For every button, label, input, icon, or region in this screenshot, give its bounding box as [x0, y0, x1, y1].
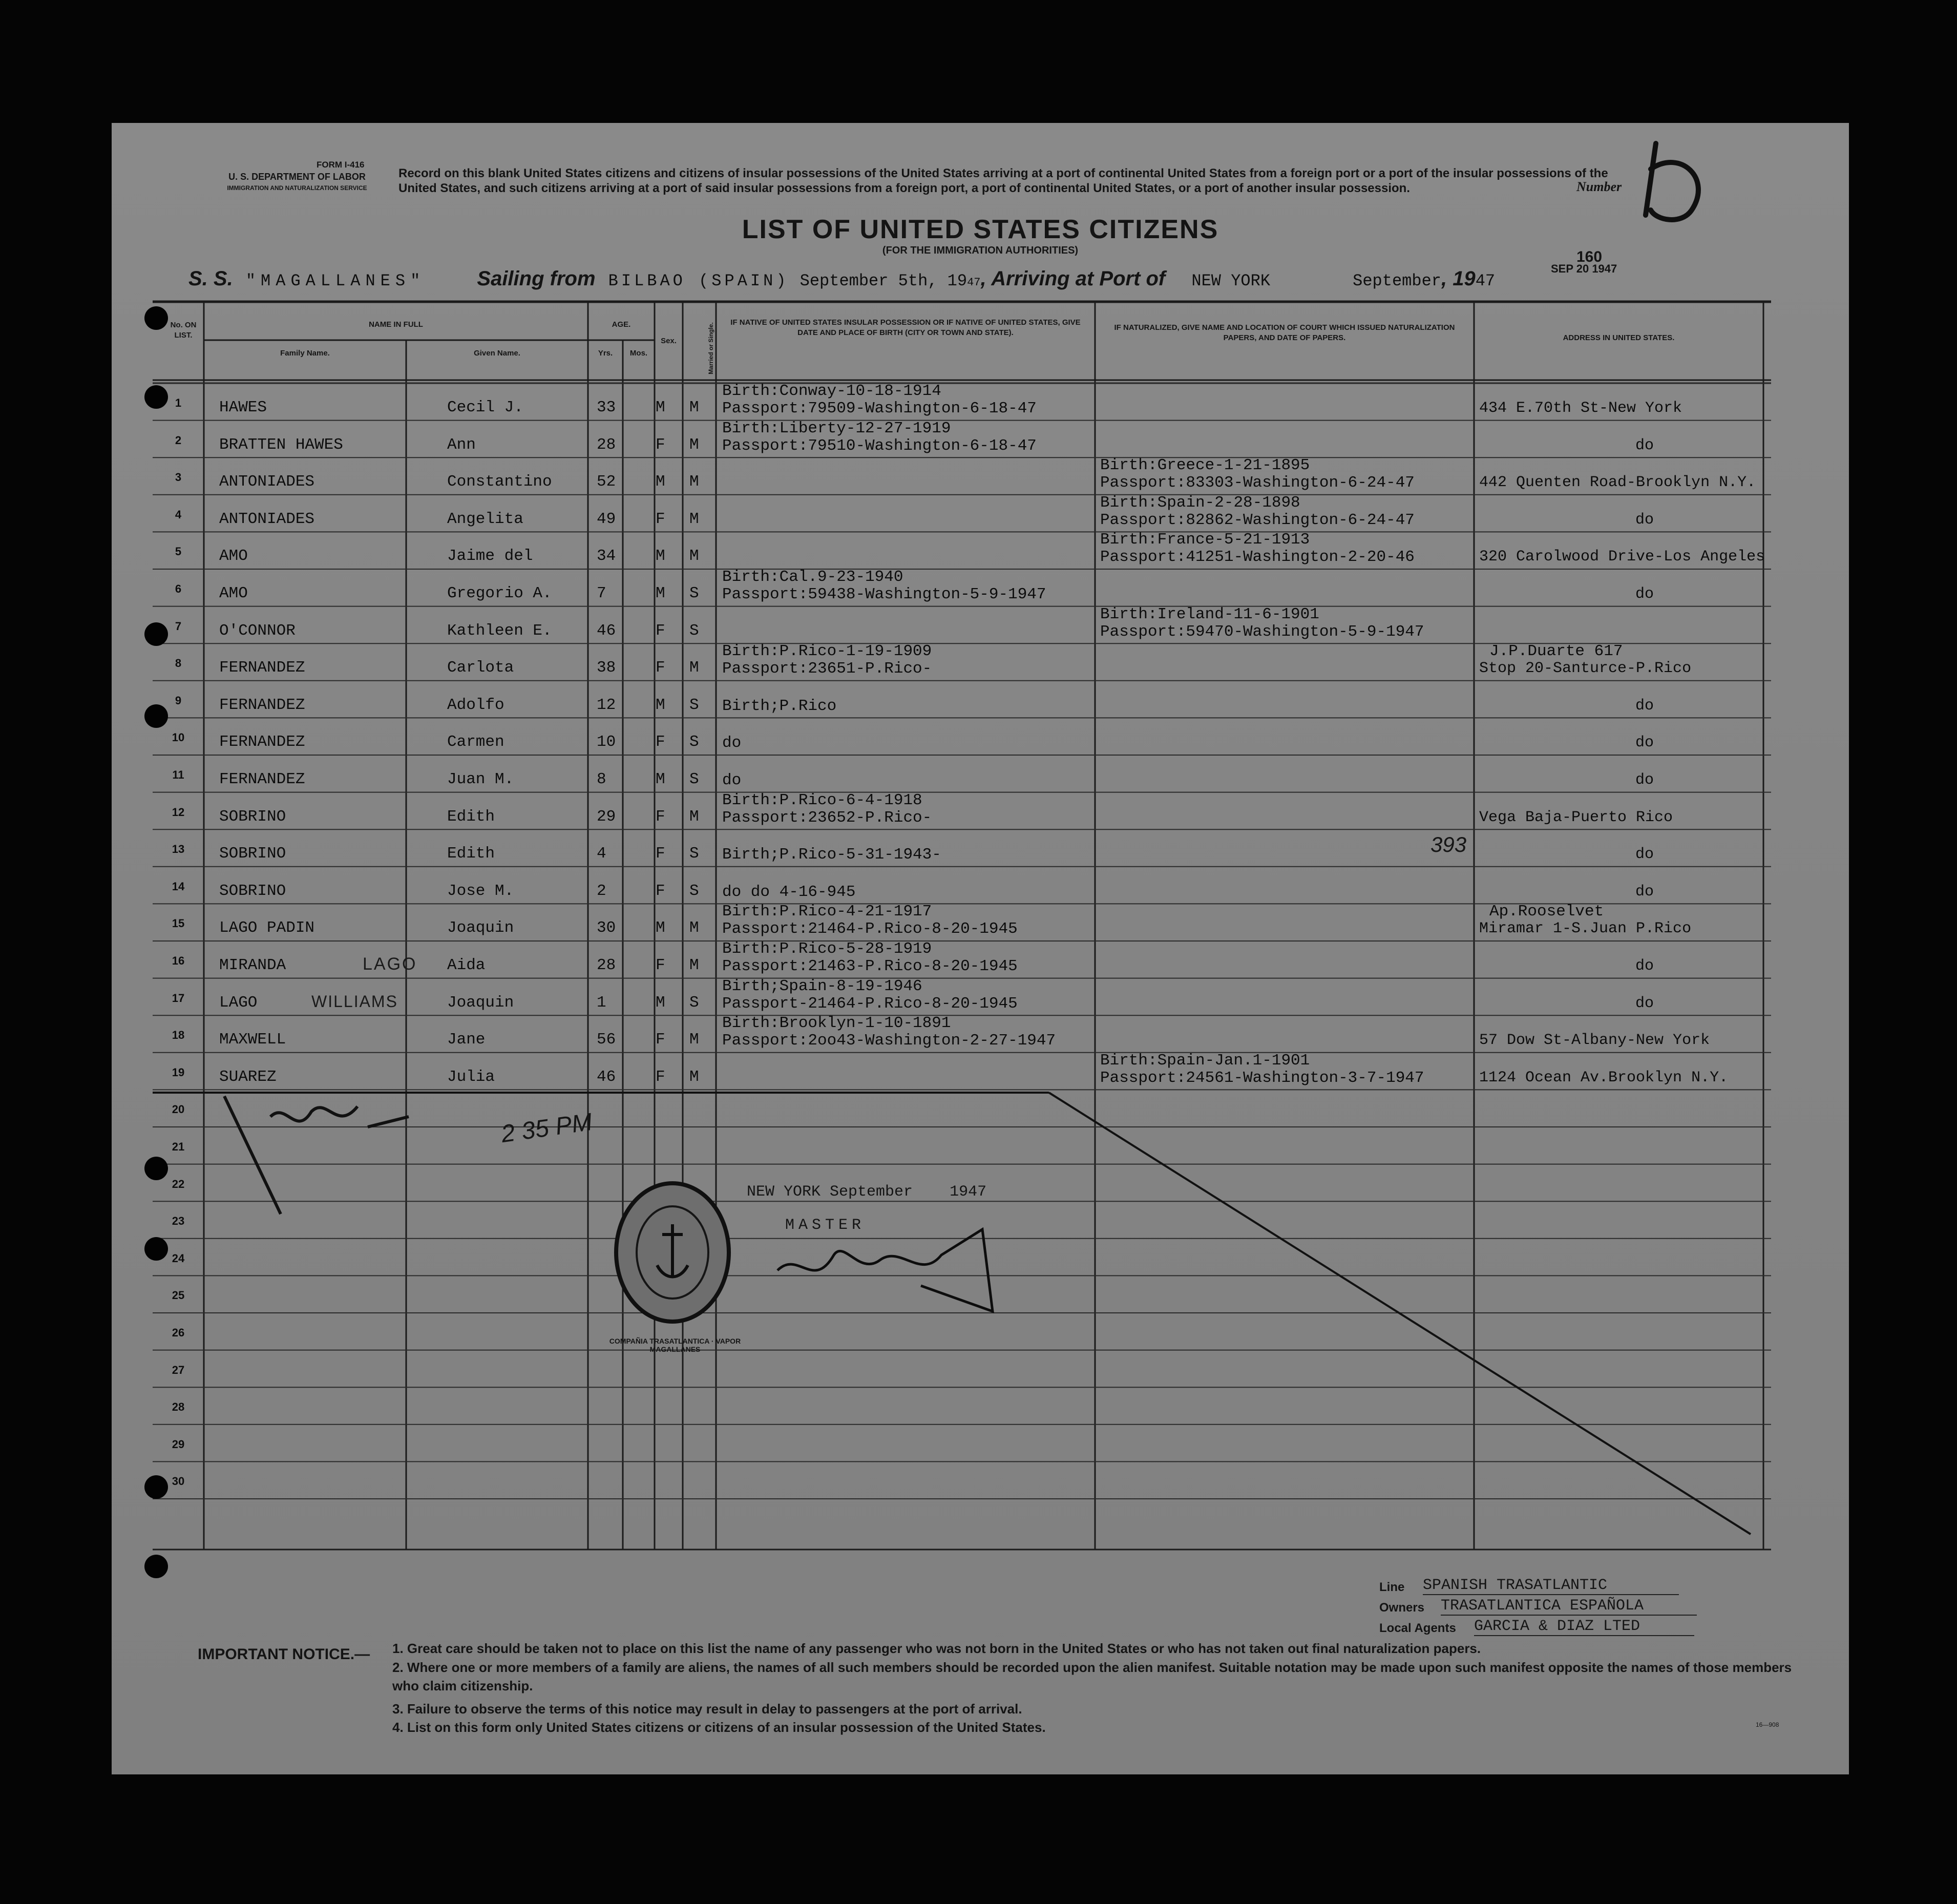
cell-addr2: do [1635, 957, 1654, 975]
cell-ms: S [689, 696, 699, 714]
cell-nat1: Birth:France-5-21-1913 [1100, 531, 1310, 549]
cell-yrs: 8 [597, 770, 606, 788]
col-header-no: No. ON LIST. [170, 321, 197, 340]
cell-sex: F [656, 1068, 665, 1086]
cell-addr2: 434 E.70th St-New York [1479, 400, 1682, 417]
cell-ms: M [689, 435, 699, 454]
from-port: BILBAO (SPAIN) [608, 271, 789, 290]
cell-sex: M [656, 696, 665, 714]
cell-yrs: 7 [597, 584, 606, 602]
cell-addr2: do [1635, 846, 1654, 864]
cell-yrs: 33 [597, 399, 616, 416]
cell-sex: F [656, 845, 665, 863]
cell-ms: M [689, 547, 699, 566]
cell-no: 1 [175, 396, 182, 409]
cell-yrs: 29 [597, 807, 616, 826]
handwritten-time-note [214, 1091, 521, 1219]
cell-addr2: do [1635, 883, 1654, 901]
cell-family: SOBRINO [219, 882, 286, 900]
cell-native2: Passport:23652-P.Rico- [722, 808, 932, 827]
notice-label: IMPORTANT NOTICE.— [198, 1646, 370, 1663]
cell-addr2: 442 Quenten Road-Brooklyn N.Y. [1479, 474, 1756, 492]
cell-native1: Birth;Spain-8-19-1946 [722, 977, 922, 995]
cell-native1: Birth:P.Rico-1-19-1909 [722, 642, 932, 661]
empty-row-number: 20 [172, 1103, 185, 1116]
footer-owners-label: Owners [1379, 1601, 1425, 1615]
cell-yrs: 28 [597, 435, 616, 454]
cell-nat2: Passport:83303-Washington-6-24-47 [1100, 474, 1415, 492]
cell-yrs: 4 [597, 845, 606, 863]
empty-row-number: 26 [172, 1326, 185, 1339]
cell-given: Aida [447, 956, 486, 974]
cell-yrs: 28 [597, 956, 616, 974]
cell-family: SOBRINO [219, 807, 286, 826]
empty-row-number: 27 [172, 1363, 185, 1376]
cell-yrs: 56 [597, 1031, 616, 1049]
punch-hole [144, 1475, 168, 1499]
cell-yrs: 49 [597, 510, 616, 528]
cell-given: Carlota [447, 659, 514, 677]
cell-sex: M [656, 399, 665, 416]
cell-native2: Passport:21463-P.Rico-8-20-1945 [722, 957, 1018, 975]
page-subtitle: (FOR THE IMMIGRATION AUTHORITIES) [882, 245, 1079, 256]
table-row [112, 681, 1849, 718]
footer-line-value: SPANISH TRASATLANTIC [1423, 1577, 1679, 1595]
handwritten-address-393: 393 [1430, 832, 1467, 856]
footer-line-label: Line [1379, 1580, 1405, 1594]
cell-no: 17 [172, 991, 185, 1005]
arriving-label: Arriving at Port of [991, 267, 1166, 290]
cell-family: FERNANDEZ [219, 696, 305, 714]
voyage-line: S. S. "MAGALLANES" Sailing from BILBAO (SPAIN) September 5th, 1947, Arriving at Port of NEW YORK September, 1947 [188, 267, 1496, 290]
cell-yrs: 1 [597, 993, 606, 1012]
cell-native2: Passport:79510-Washington-6-18-47 [722, 436, 1037, 455]
cell-native2: Birth;P.Rico [722, 697, 837, 715]
cell-ms: S [689, 584, 699, 602]
cell-native2: Passport:79509-Washington-6-18-47 [722, 400, 1037, 417]
cell-sex: F [656, 435, 665, 454]
col-header-age-group: AGE. [612, 320, 631, 329]
cell-family: FERNANDEZ [219, 733, 305, 751]
cell-family: SUAREZ [219, 1068, 277, 1086]
cell-yrs: 52 [597, 473, 616, 491]
cell-family: FERNANDEZ [219, 659, 305, 677]
cell-addr2: do [1635, 511, 1654, 529]
cell-sex: M [656, 473, 665, 491]
cell-sex: F [656, 510, 665, 528]
arrival-date: September [1353, 271, 1441, 290]
cell-yrs: 12 [597, 696, 616, 714]
cell-native1: Birth:P.Rico-4-21-1917 [722, 903, 932, 921]
cell-native2: Passport:21464-P.Rico-8-20-1945 [722, 920, 1018, 938]
cell-given: Jose M. [447, 882, 514, 900]
cell-addr1: Ap.Rooselvet [1489, 903, 1604, 921]
closing-place-date: NEW YORK September 1947 [747, 1183, 987, 1201]
cell-nat1: Birth:Greece-1-21-1895 [1100, 456, 1310, 475]
cell-no: 9 [175, 694, 182, 707]
master-label: MASTER [785, 1217, 866, 1234]
cell-family: AMO [219, 584, 248, 602]
cell-ms: M [689, 956, 699, 974]
page-title: LIST OF UNITED STATES CITIZENS [742, 215, 1219, 244]
table-row [112, 532, 1849, 569]
footer-owners-value: TRASATLANTICA ESPAÑOLA [1441, 1597, 1697, 1616]
col-header-family: Family Name. [280, 349, 330, 358]
receipt-stamp-number: 160 [1576, 248, 1603, 265]
cell-native1: Birth:Liberty-12-27-1919 [722, 419, 951, 437]
cell-ms: M [689, 659, 699, 677]
cell-family: ANTONIADES [219, 510, 315, 528]
cell-no: 7 [175, 619, 182, 633]
table-row [112, 829, 1849, 867]
cell-addr2: do [1635, 771, 1654, 789]
cell-addr2: Miramar 1-S.Juan P.Rico [1479, 920, 1692, 938]
empty-row-number: 21 [172, 1140, 185, 1153]
cell-no: 3 [175, 471, 182, 484]
ship-name: "MAGALLANES" [245, 271, 426, 290]
table-row [112, 755, 1849, 792]
sail-year: 47 [967, 276, 981, 289]
cell-given: Edith [447, 845, 495, 863]
department-name: U. S. DEPARTMENT OF LABOR [228, 172, 366, 182]
service-name: IMMIGRATION AND NATURALIZATION SERVICE [227, 184, 367, 192]
cell-ms: M [689, 510, 699, 528]
cell-ms: M [689, 1068, 699, 1086]
arrival-year-prefix: 19 [1453, 267, 1476, 290]
cell-sex: M [656, 547, 665, 566]
cell-family: MIRANDA [219, 956, 286, 974]
cell-ms: M [689, 399, 699, 416]
empty-row-number: 22 [172, 1177, 185, 1190]
arrival-year: 47 [1475, 271, 1496, 290]
table-row [112, 643, 1849, 681]
table-row [112, 495, 1849, 532]
table-row [112, 867, 1849, 904]
handwritten-williams: WILLIAMS [311, 992, 398, 1011]
cell-nat2: Passport:82862-Washington-6-24-47 [1100, 511, 1415, 529]
table-row [112, 1053, 1849, 1090]
cell-nat1: Birth:Spain-2-28-1898 [1100, 493, 1300, 512]
cell-sex: F [656, 733, 665, 751]
cell-given: Joaquin [447, 993, 514, 1012]
manifest-page [112, 123, 1849, 1774]
punch-hole [144, 1157, 168, 1180]
cell-no: 13 [172, 843, 185, 856]
cell-yrs: 46 [597, 1068, 616, 1086]
cell-no: 6 [175, 582, 182, 595]
table-row [112, 792, 1849, 830]
empty-row-number: 24 [172, 1251, 185, 1265]
cell-native2: do do 4-16-945 [722, 883, 856, 901]
cell-nat2: Passport:24561-Washington-3-7-1947 [1100, 1069, 1424, 1087]
cell-family: FERNANDEZ [219, 770, 305, 788]
empty-row-number: 30 [172, 1475, 185, 1488]
cell-ms: M [689, 807, 699, 826]
col-header-naturalized: IF NATURALIZED, GIVE NAME AND LOCATION OF COURT WHICH ISSUED NATURALIZATION PAPERS, AND DATE OF PAPERS. [1114, 323, 1455, 342]
punch-hole [144, 306, 168, 330]
cell-native2: do [722, 734, 742, 752]
cell-addr2: do [1635, 994, 1654, 1012]
cell-no: 8 [175, 657, 182, 670]
cell-addr2: do [1635, 734, 1654, 752]
cell-native2: do [722, 771, 742, 789]
sailing-label: Sailing from [477, 267, 596, 290]
notice-2: 2. Where one or more members of a family are aliens, the names of all such members should be recorded upon the alien manifest. Suitable notation may be made upon such manifest opposite the names of those members who claim citizenship. [392, 1660, 1792, 1693]
table-row [112, 421, 1849, 458]
instructions-text: Record on this blank United States citizens and citizens of insular possessions of the United States arriving at a port of continental United States from a foreign port or a port of the insular possessions of the United States, and such citizens arriving at a port of said insular possessions from a foreign port, a port of continental United States, or a port of another insular possession. [398, 166, 1608, 195]
cell-native2: Birth;P.Rico-5-31-1943- [722, 846, 941, 864]
cell-addr2: 320 Carolwood Drive-Los Angeles [1479, 548, 1765, 566]
cell-family: BRATTEN HAWES [219, 435, 343, 454]
cell-ms: S [689, 845, 699, 863]
cell-no: 16 [172, 954, 185, 967]
cell-given: Constantino [447, 473, 552, 491]
cell-given: Gregorio A. [447, 584, 552, 602]
cell-family: LAGO [219, 993, 258, 1012]
company-seal [608, 1178, 736, 1329]
cell-given: Juan M. [447, 770, 514, 788]
sail-date: September 5th, 19 [799, 271, 967, 290]
cell-sex: M [656, 993, 665, 1012]
cell-no: 2 [175, 433, 182, 447]
cell-ms: S [689, 993, 699, 1012]
cell-sex: M [656, 919, 665, 937]
cell-no: 11 [172, 768, 184, 781]
cell-no: 5 [175, 545, 182, 558]
cell-sex: F [656, 882, 665, 900]
form-number: FORM I-416 [317, 160, 365, 170]
cell-given: Angelita [447, 510, 523, 528]
col-header-yrs: Yrs. [598, 349, 613, 358]
cell-family: MAXWELL [219, 1031, 286, 1049]
cell-native1: Birth:Conway-10-18-1914 [722, 382, 941, 400]
cell-sex: F [656, 1031, 665, 1049]
cell-yrs: 2 [597, 882, 606, 900]
cell-yrs: 38 [597, 659, 616, 677]
cell-addr2: do [1635, 697, 1654, 715]
cell-native2: Passport:2oo43-Washington-2-27-1947 [722, 1032, 1056, 1050]
cell-family: SOBRINO [219, 845, 286, 863]
cell-no: 19 [172, 1065, 185, 1079]
cell-sex: M [656, 584, 665, 602]
cell-sex: F [656, 956, 665, 974]
cell-family: AMO [219, 547, 248, 566]
punch-hole [144, 622, 168, 646]
cell-native1: Birth:Brooklyn-1-10-1891 [722, 1014, 951, 1033]
cell-native2: Passport-21464-P.Rico-8-20-1945 [722, 994, 1018, 1013]
number-label: Number [1576, 179, 1622, 194]
notice-4: 4. List on this form only United States citizens or citizens of an insular possession of the United States. [392, 1720, 1046, 1735]
master-signature [767, 1219, 1003, 1329]
cell-addr1: J.P.Duarte 617 [1489, 642, 1623, 661]
cell-ms: S [689, 882, 699, 900]
col-header-married: Married or Single. [707, 322, 714, 374]
handwritten-time-text: 2 35 PM [499, 1108, 594, 1148]
handwritten-lago: LAGO [363, 954, 417, 974]
cell-given: Jaime del [447, 547, 533, 566]
cell-yrs: 34 [597, 547, 616, 566]
cell-family: LAGO PADIN [219, 919, 315, 937]
punch-hole [144, 1237, 168, 1261]
ss-label: S. S. [188, 267, 233, 290]
cell-no: 15 [172, 917, 185, 930]
cell-ms: M [689, 473, 699, 491]
table-row [112, 383, 1849, 421]
cell-given: Edith [447, 807, 495, 826]
table-row [112, 569, 1849, 606]
col-header-mos: Mos. [629, 349, 648, 358]
cell-addr2: Stop 20-Santurce-P.Rico [1479, 660, 1692, 678]
seal-text: COMPAÑIA TRASATLANTICA · VAPOR MAGALLANES [609, 1337, 741, 1353]
cell-native1: Birth:P.Rico-5-28-1919 [722, 940, 932, 958]
cell-nat2: Passport:41251-Washington-2-20-46 [1100, 548, 1415, 567]
cell-given: Julia [447, 1068, 495, 1086]
punch-hole [144, 385, 168, 409]
cell-addr2: do [1635, 585, 1654, 603]
empty-row-number: 23 [172, 1215, 185, 1228]
cell-yrs: 46 [597, 621, 616, 640]
cell-given: Adolfo [447, 696, 504, 714]
col-header-name-group: NAME IN FULL [369, 320, 423, 329]
arrival-port: NEW YORK [1191, 271, 1271, 290]
cell-native1: Birth:Cal.9-23-1940 [722, 568, 903, 586]
cell-addr2: 1124 Ocean Av.Brooklyn N.Y. [1479, 1069, 1729, 1086]
cell-addr2: Vega Baja-Puerto Rico [1479, 808, 1673, 826]
cell-given: Ann [447, 435, 476, 454]
cell-no: 4 [175, 508, 182, 521]
cell-sex: F [656, 659, 665, 677]
cell-ms: S [689, 621, 699, 640]
empty-row-number: 25 [172, 1289, 185, 1302]
notice-1: 1. Great care should be taken not to place on this list the name of any passenger who was not born in the United States or who has not taken out final naturalization papers. [392, 1641, 1481, 1656]
table-row [112, 1015, 1849, 1053]
cell-no: 12 [172, 805, 185, 819]
cell-family: HAWES [219, 399, 267, 416]
cell-family: O'CONNOR [219, 621, 296, 640]
cell-ms: M [689, 1031, 699, 1049]
cell-no: 10 [172, 731, 185, 744]
col-header-given: Given Name. [474, 349, 520, 358]
table-row [112, 718, 1849, 755]
col-header-address: ADDRESS IN UNITED STATES. [1563, 333, 1675, 342]
cell-addr2: do [1635, 436, 1654, 454]
cell-yrs: 30 [597, 919, 616, 937]
cell-sex: F [656, 807, 665, 826]
cell-given: Joaquin [447, 919, 514, 937]
cell-given: Cecil J. [447, 399, 523, 416]
punch-hole [144, 704, 168, 728]
cell-no: 18 [172, 1029, 185, 1042]
table-row [112, 904, 1849, 941]
cell-ms: S [689, 770, 699, 788]
cell-addr2: 57 Dow St-Albany-New York [1479, 1032, 1710, 1050]
col-header-sex: Sex. [661, 337, 677, 345]
cell-native1: Birth:P.Rico-6-4-1918 [722, 791, 922, 809]
cell-yrs: 10 [597, 733, 616, 751]
punch-hole [144, 1555, 168, 1578]
cell-nat2: Passport:59470-Washington-5-9-1947 [1100, 622, 1424, 641]
receipt-stamp-date: SEP 20 1947 [1551, 262, 1617, 275]
cell-family: ANTONIADES [219, 473, 315, 491]
cell-native2: Passport:59438-Washington-5-9-1947 [722, 585, 1046, 603]
cell-nat1: Birth:Ireland-11-6-1901 [1100, 605, 1319, 623]
table-row [112, 457, 1849, 495]
empty-row-number: 28 [172, 1400, 185, 1414]
cell-ms: M [689, 919, 699, 937]
cell-sex: F [656, 621, 665, 640]
cell-given: Kathleen E. [447, 621, 552, 640]
table-row [112, 606, 1849, 644]
cell-no: 14 [172, 880, 185, 893]
col-header-native: IF NATIVE OF UNITED STATES INSULAR POSSESSION OR IF NATIVE OF UNITED STATES, GIVE DATE AND PLACE OF BIRTH (CITY OR TOWN AND STATE). [730, 318, 1081, 337]
cell-given: Jane [447, 1031, 486, 1049]
footer-agents-label: Local Agents [1379, 1621, 1456, 1635]
empty-row-number: 29 [172, 1437, 185, 1451]
cell-nat1: Birth:Spain-Jan.1-1901 [1100, 1051, 1310, 1070]
footer-agents-value: GARCIA & DIAZ LTED [1474, 1618, 1694, 1636]
cell-native2: Passport:23651-P.Rico- [722, 660, 932, 678]
cell-sex: M [656, 770, 665, 788]
cell-ms: S [689, 733, 699, 751]
notice-3: 3. Failure to observe the terms of this notice may result in delay to passengers at the port of arrival. [392, 1701, 1022, 1717]
cell-given: Carmen [447, 733, 504, 751]
print-code: 16—908 [1756, 1721, 1779, 1728]
